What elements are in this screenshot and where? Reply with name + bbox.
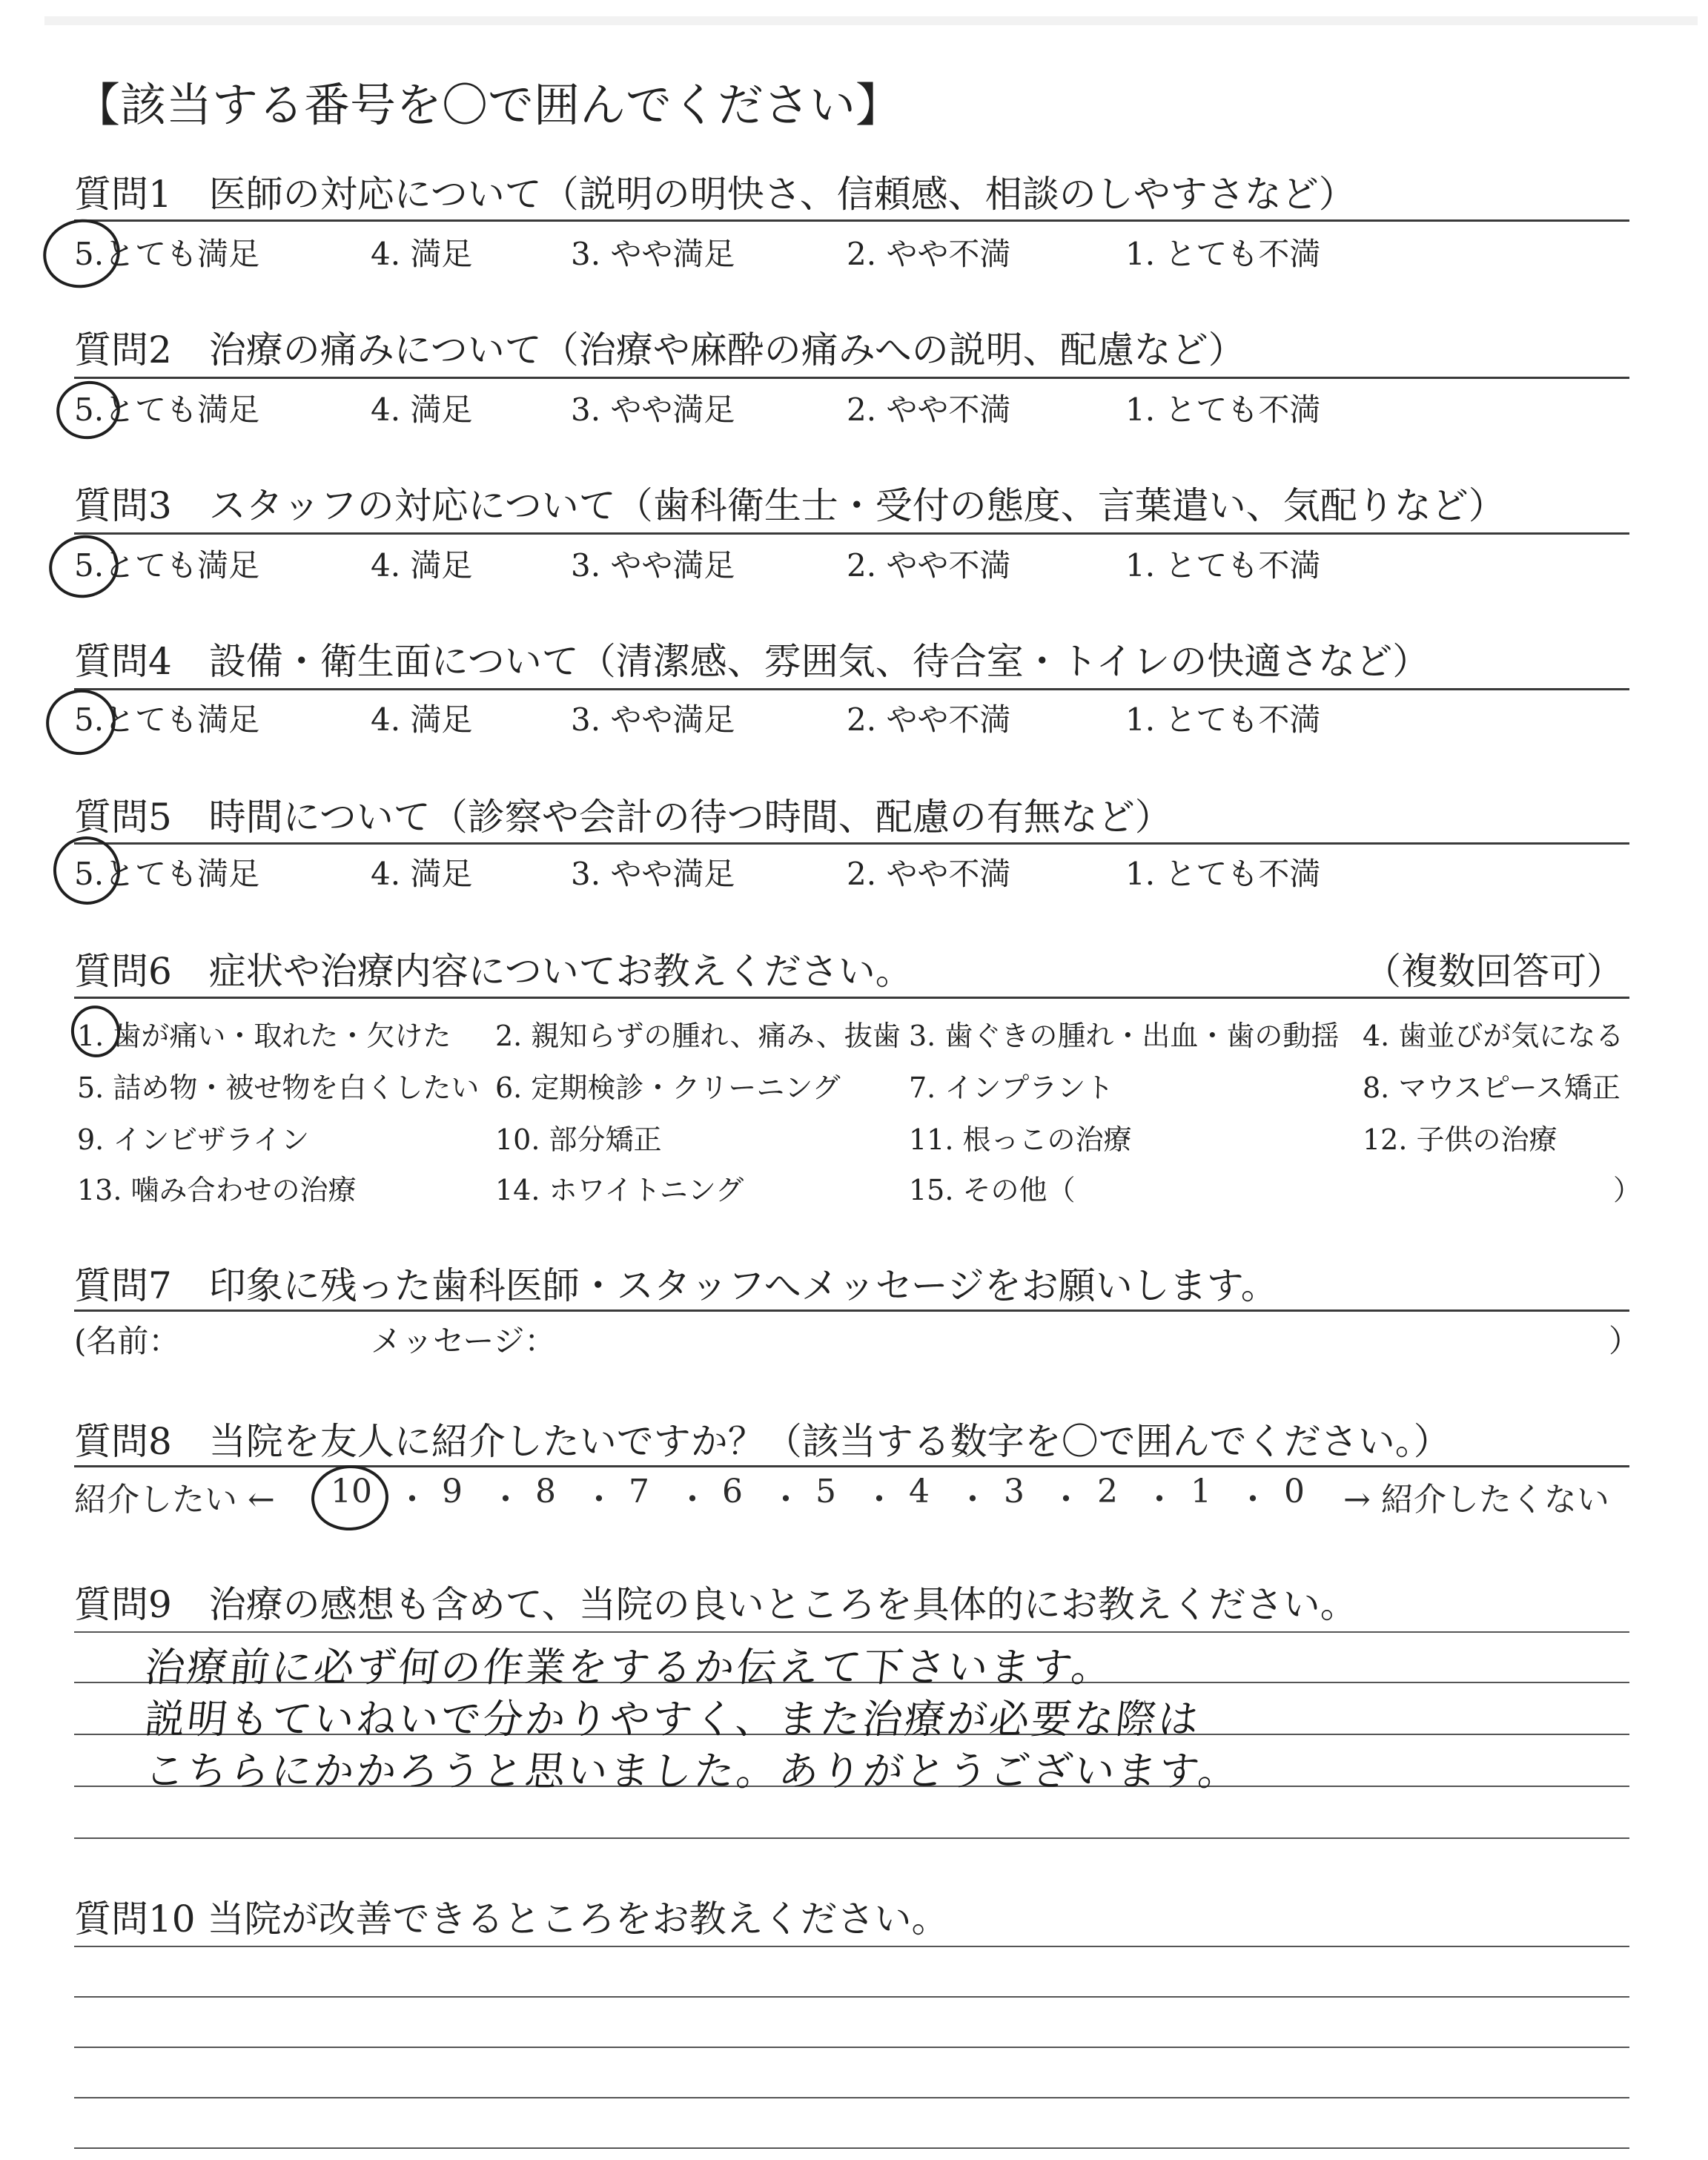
q8-score-5[interactable]: 5 xyxy=(815,1473,836,1510)
q6-option-13[interactable]: 13. 噛み合わせの治療 xyxy=(77,1174,357,1206)
q6-option-2[interactable]: 2. 親知らずの腫れ、痛み、抜歯 xyxy=(495,1020,901,1052)
q6-label: 質問6 症状や治療内容についてお教えください。 xyxy=(74,950,913,993)
q6-rule xyxy=(74,997,1629,999)
q6-option-1[interactable]: 1. 歯が痛い・取れた・欠けた xyxy=(77,1020,451,1052)
q9-answer-line-3: こちらにかかろうと思いました。ありがとうございます。 xyxy=(142,1748,1243,1794)
q6-option-10[interactable]: 10. 部分矯正 xyxy=(495,1123,662,1156)
q10-rule-2 xyxy=(74,1996,1629,1998)
q8-rule xyxy=(74,1465,1629,1467)
q8-score-3[interactable]: 3 xyxy=(1004,1473,1025,1510)
q1-option-1[interactable]: 1. とても不満 xyxy=(1125,236,1321,272)
q8-score-9[interactable]: 9 xyxy=(442,1473,463,1510)
q3-option-1[interactable]: 1. とても不満 xyxy=(1125,547,1321,584)
q8-score-7[interactable]: 7 xyxy=(629,1473,649,1510)
q4-rule xyxy=(74,688,1629,690)
q10-rule-1 xyxy=(74,1946,1629,1947)
q9-answer-line-2: 説明もていねいで分かりやすく、また治療が必要な際は xyxy=(142,1696,1203,1743)
q8-dot: ・ xyxy=(1050,1481,1082,1519)
q4-option-1[interactable]: 1. とても不満 xyxy=(1125,701,1321,738)
q7-rule xyxy=(74,1309,1629,1312)
q10-rule-3 xyxy=(74,2047,1629,2048)
q6-option-9[interactable]: 9. インビザライン xyxy=(77,1123,310,1156)
q1-label: 質問1 医師の対応について（説明の明快さ、信頼感、相談のしやすさなど） xyxy=(74,173,1356,216)
q7-label: 質問7 印象に残った歯科医師・スタッフへメッセージをお願いします。 xyxy=(74,1264,1278,1307)
q9-answer-line-1: 治療前に必ず何の作業をするか伝えて下さいます。 xyxy=(142,1644,1116,1691)
q3-option-5[interactable]: 5.とても満足 xyxy=(74,547,260,584)
q6-option-15[interactable]: 15. その他（ xyxy=(909,1174,1076,1206)
q6-option-5[interactable]: 5. 詰め物・被せ物を白くしたい xyxy=(77,1071,480,1104)
q4-option-5[interactable]: 5.とても満足 xyxy=(74,701,260,738)
q6-note: （複数回答可） xyxy=(1364,950,1623,993)
q8-dot: ・ xyxy=(1143,1481,1176,1519)
q7-message-label: メッセージ： xyxy=(371,1323,556,1359)
q1-answer-circle xyxy=(37,212,127,295)
q5-option-3[interactable]: 3. やや満足 xyxy=(571,856,735,892)
q1-option-3[interactable]: 3. やや満足 xyxy=(571,236,735,272)
q4-option-3[interactable]: 3. やや満足 xyxy=(571,701,735,738)
q9-rule-1 xyxy=(74,1631,1629,1633)
q1-option-5[interactable]: 5.とても満足 xyxy=(74,236,260,272)
q9-rule-5 xyxy=(74,1837,1629,1839)
q8-right-label: → 紹介したくない xyxy=(1343,1481,1609,1519)
q4-option-4[interactable]: 4. 満足 xyxy=(371,701,473,738)
q8-answer-circle xyxy=(309,1462,391,1533)
q3-option-3[interactable]: 3. やや満足 xyxy=(571,547,735,584)
q8-dot: ・ xyxy=(489,1481,522,1519)
q2-option-2[interactable]: 2. やや不満 xyxy=(847,392,1011,428)
q2-option-5[interactable]: 5.とても満足 xyxy=(74,392,260,428)
q8-dot: ・ xyxy=(676,1481,709,1519)
q6-option-4[interactable]: 4. 歯並びが気になる xyxy=(1363,1020,1624,1052)
q8-score-8[interactable]: 8 xyxy=(535,1473,556,1510)
q5-option-5[interactable]: 5.とても満足 xyxy=(74,856,260,892)
q6-option-12[interactable]: 12. 子供の治療 xyxy=(1363,1123,1558,1156)
q3-answer-circle xyxy=(43,529,124,604)
q8-dot: ・ xyxy=(769,1481,802,1519)
q3-rule xyxy=(74,532,1629,535)
q2-option-1[interactable]: 1. とても不満 xyxy=(1125,392,1321,428)
q3-option-4[interactable]: 4. 満足 xyxy=(371,547,473,584)
q8-dot: ・ xyxy=(396,1481,428,1519)
q10-rule-5 xyxy=(74,2147,1629,2149)
q8-score-4[interactable]: 4 xyxy=(909,1473,930,1510)
q5-rule xyxy=(74,842,1629,845)
q2-option-4[interactable]: 4. 満足 xyxy=(371,392,473,428)
q7-close-paren: ） xyxy=(1609,1323,1641,1359)
q5-option-2[interactable]: 2. やや不満 xyxy=(847,856,1011,892)
q6-other-close-paren: ） xyxy=(1613,1174,1642,1206)
q2-rule xyxy=(74,377,1629,379)
q6-option-14[interactable]: 14. ホワイトニング xyxy=(495,1174,744,1206)
q8-score-1[interactable]: 1 xyxy=(1191,1473,1211,1510)
q4-option-2[interactable]: 2. やや不満 xyxy=(847,701,1011,738)
q8-dot: ・ xyxy=(1237,1481,1269,1519)
q8-score-6[interactable]: 6 xyxy=(722,1473,743,1510)
q1-option-2[interactable]: 2. やや不満 xyxy=(847,236,1011,272)
q5-option-1[interactable]: 1. とても不満 xyxy=(1125,856,1321,892)
q7-name-label: (名前： xyxy=(74,1323,180,1359)
q6-option-6[interactable]: 6. 定期検診・クリーニング xyxy=(495,1071,841,1104)
q8-dot: ・ xyxy=(583,1481,615,1519)
q8-score-0[interactable]: 0 xyxy=(1284,1473,1305,1510)
q6-option-3[interactable]: 3. 歯ぐきの腫れ・出血・歯の動揺 xyxy=(909,1020,1340,1052)
q9-label: 質問9 治療の感想も含めて、当院の良いところを具体的にお教えください。 xyxy=(74,1583,1357,1626)
q6-option-8[interactable]: 8. マウスピース矯正 xyxy=(1363,1071,1621,1104)
q8-left-label: 紹介したい ← xyxy=(74,1481,275,1519)
q5-option-4[interactable]: 4. 満足 xyxy=(371,856,473,892)
q10-label: 質問10 当院が改善できるところをお教えください。 xyxy=(74,1898,949,1941)
page-title: 【該当する番号を〇で囲んでください】 xyxy=(74,78,902,132)
q2-option-3[interactable]: 3. やや満足 xyxy=(571,392,735,428)
q8-score-2[interactable]: 2 xyxy=(1097,1473,1118,1510)
q3-label: 質問3 スタッフの対応について（歯科衛生士・受付の態度、言葉遣い、気配りなど） xyxy=(74,484,1506,527)
q8-label: 質問8 当院を友人に紹介したいですか？（該当する数字を〇で囲んでください。） xyxy=(74,1420,1451,1463)
q6-option-7[interactable]: 7. インプラント xyxy=(909,1071,1114,1104)
scan-edge xyxy=(44,16,1698,25)
q6-option-11[interactable]: 11. 根っこの治療 xyxy=(909,1123,1132,1156)
q8-score-10[interactable]: 10 xyxy=(331,1473,372,1510)
q1-rule xyxy=(74,219,1629,222)
q8-dot: ・ xyxy=(956,1481,989,1519)
q8-dot: ・ xyxy=(863,1481,896,1519)
q4-label: 質問4 設備・衛生面について（清潔感、雰囲気、待合室・トイレの快適さなど） xyxy=(74,640,1430,683)
q2-label: 質問2 治療の痛みについて（治療や麻酔の痛みへの説明、配慮など） xyxy=(74,328,1245,371)
q1-option-4[interactable]: 4. 満足 xyxy=(371,236,473,272)
q5-label: 質問5 時間について（診察や会計の待つ時間、配慮の有無など） xyxy=(74,796,1172,839)
q3-option-2[interactable]: 2. やや不満 xyxy=(847,547,1011,584)
q10-rule-4 xyxy=(74,2097,1629,2098)
